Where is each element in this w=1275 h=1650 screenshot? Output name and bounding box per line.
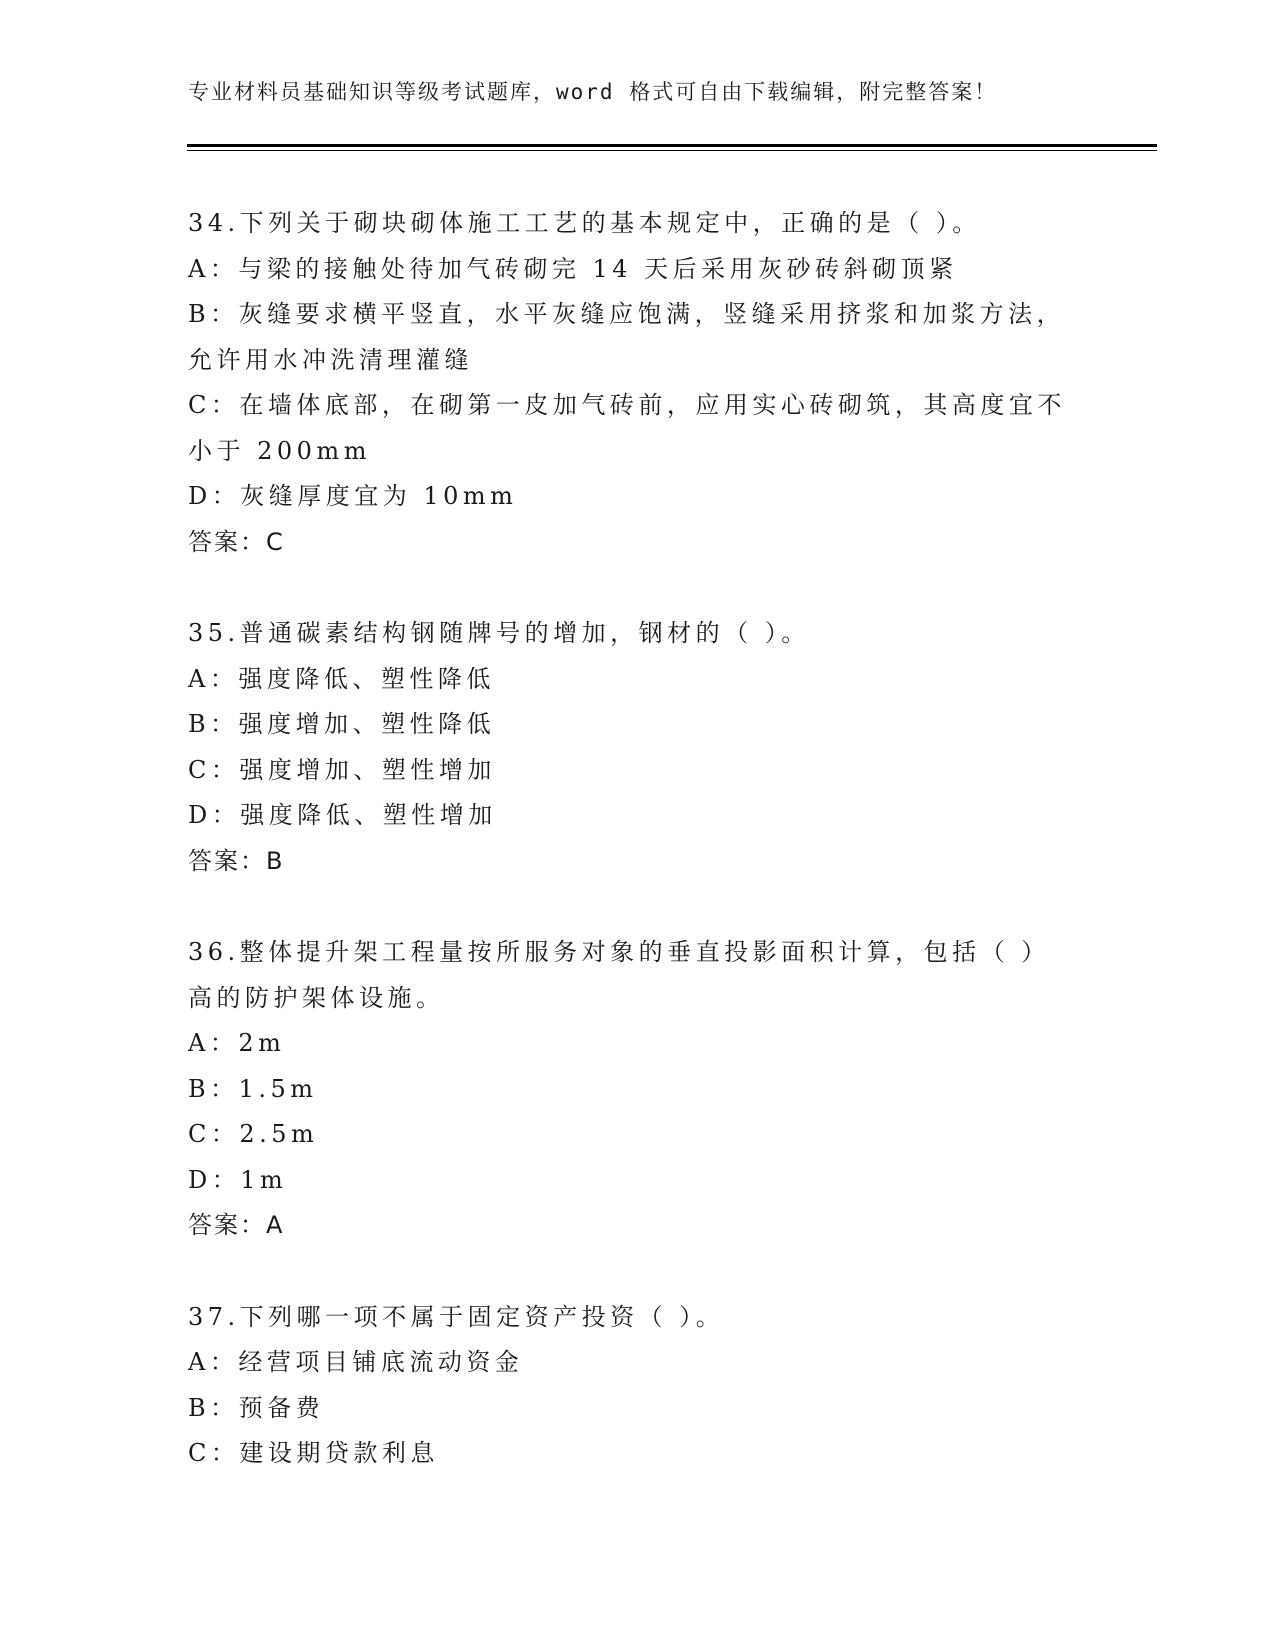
question-stem: 36.整体提升架工程量按所服务对象的垂直投影面积计算，包括（ ） [188, 938, 1050, 966]
answer-option: D：灰缝厚度宜为 10mm [188, 482, 518, 510]
answer-option: C：建设期贷款利息 [188, 1439, 439, 1467]
answer-option: C：2.5m [188, 1120, 319, 1148]
question-stem: 34.下列关于砌块砌体施工工艺的基本规定中，正确的是（ ）。 [188, 209, 981, 237]
question-block [188, 930, 1088, 1249]
page-header: 专业材料员基础知识等级考试题库，word 格式可自由下载编辑，附完整答案！ [188, 80, 998, 104]
question-block [188, 611, 1088, 884]
answer-option: D：强度降低、塑性增加 [188, 801, 497, 829]
answer-option: A：经营项目铺底流动资金 [188, 1348, 524, 1376]
answer-option: C：在墙体底部，在砌第一皮加气砖前，应用实心砖砌筑，其高度宜不 [188, 391, 1066, 419]
answer-key: 答案：A [188, 1211, 285, 1239]
question-stem: 35.普通碳素结构钢随牌号的增加，钢材的（ ）。 [188, 619, 810, 647]
answer-key: 答案：B [188, 846, 285, 875]
header-rule-thick [187, 144, 1157, 147]
answer-option: B：灰缝要求横平竖直，水平灰缝应饱满，竖缝采用挤浆和加浆方法， [188, 300, 1066, 328]
question-list [188, 201, 1088, 1477]
answer-option: A：2m [188, 1029, 286, 1057]
answer-key: 答案：C [188, 527, 285, 556]
answer-option: B：强度增加、塑性降低 [188, 710, 496, 738]
answer-option: C：强度增加、塑性增加 [188, 755, 496, 784]
question-block [188, 1295, 1088, 1477]
question-block [188, 201, 1088, 565]
question-stem: 37.下列哪一项不属于固定资产投资（ ）。 [188, 1302, 725, 1331]
answer-option: 小于 200mm [188, 436, 371, 465]
answer-option: D：1m [188, 1165, 288, 1194]
answer-option: A：与梁的接触处待加气砖砌完 14 天后采用灰砂砖斜砌顶紧 [188, 254, 958, 283]
answer-option: 允许用水冲洗清理灌缝 [188, 345, 473, 374]
question-stem: 高的防护架体设施。 [188, 983, 445, 1012]
answer-option: A：强度降低、塑性降低 [188, 664, 495, 693]
answer-option: B：预备费 [188, 1393, 325, 1422]
answer-option: B：1.5m [188, 1074, 318, 1103]
header-rule-thin [187, 150, 1157, 151]
